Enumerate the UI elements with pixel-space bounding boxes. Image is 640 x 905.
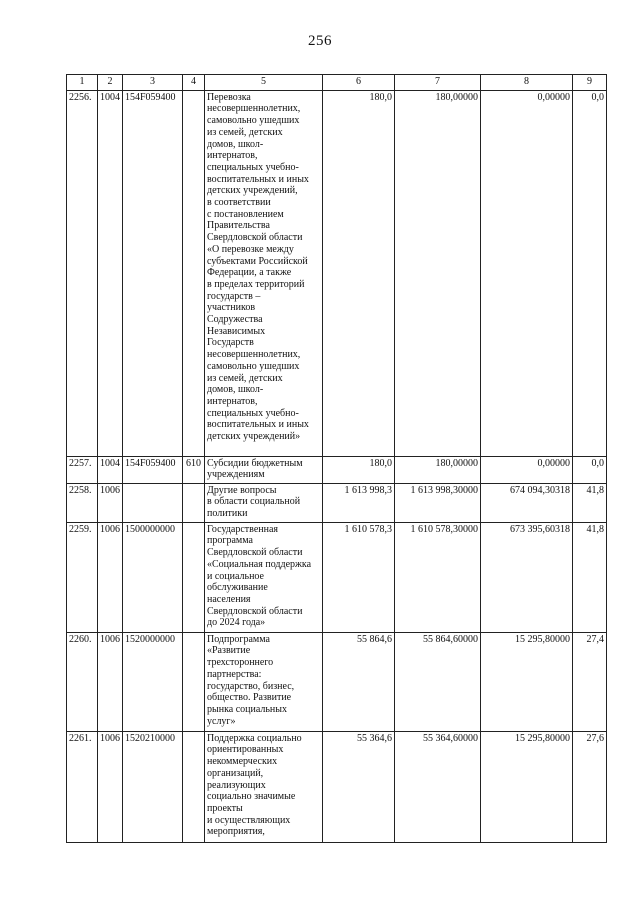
executed-amount: 15 295,80000 [481,632,573,731]
approved-amount: 180,00000 [395,90,481,456]
planned-amount: 1 610 578,3 [323,522,395,632]
approved-amount: 1 613 998,30000 [395,483,481,522]
execution-percent: 27,6 [573,731,607,842]
approved-amount: 55 864,60000 [395,632,481,731]
expense-type-code: 610 [183,456,205,483]
planned-amount: 180,0 [323,456,395,483]
planned-amount: 55 364,6 [323,731,395,842]
section-code: 1006 [98,632,123,731]
column-header: 4 [183,75,205,91]
table-row [67,731,607,842]
approved-amount: 1 610 578,30000 [395,522,481,632]
row-number: 2260. [67,632,98,731]
executed-amount: 674 094,30318 [481,483,573,522]
column-number-header-row [67,75,607,91]
budget-table [66,74,607,843]
column-header: 7 [395,75,481,91]
column-header: 8 [481,75,573,91]
target-article-code: 1500000000 [123,522,183,632]
planned-amount: 1 613 998,3 [323,483,395,522]
target-article-code: 154F059400 [123,456,183,483]
row-number: 2256. [67,90,98,456]
item-description: Другие вопросы в области социальной политики [205,483,323,522]
section-code: 1006 [98,522,123,632]
row-number: 2259. [67,522,98,632]
table-row [67,483,607,522]
execution-percent: 41,8 [573,522,607,632]
item-description: Субсидии бюджетным учреждениям [205,456,323,483]
executed-amount: 0,00000 [481,456,573,483]
column-header: 3 [123,75,183,91]
table-row [67,90,607,456]
target-article-code [123,483,183,522]
column-header: 1 [67,75,98,91]
approved-amount: 180,00000 [395,456,481,483]
table-row [67,456,607,483]
planned-amount: 55 864,6 [323,632,395,731]
section-code: 1004 [98,90,123,456]
approved-amount: 55 364,60000 [395,731,481,842]
section-code: 1006 [98,483,123,522]
expense-type-code [183,483,205,522]
target-article-code: 1520210000 [123,731,183,842]
column-header: 6 [323,75,395,91]
executed-amount: 0,00000 [481,90,573,456]
page-number: 256 [308,33,332,49]
execution-percent: 27,4 [573,632,607,731]
execution-percent: 41,8 [573,483,607,522]
execution-percent: 0,0 [573,90,607,456]
column-header: 9 [573,75,607,91]
expense-type-code [183,731,205,842]
expense-type-code [183,90,205,456]
item-description: Подпрограмма «Развитие трехстороннего партнерства: государство, бизнес, общество. Развитие рынка социальных услуг» [205,632,323,731]
item-description: Государственная программа Свердловской области «Социальная поддержка и социальное обслуживание населения Свердловской области до 2024 года» [205,522,323,632]
item-description: Перевозка несовершеннолетних, самовольно ушедших из семей, детских домов, школ- интернатов, специальных учебно- воспитательных и иных детских учреждений, в соответствии с постановлением Правительства Свердловской области «О перевозке между субъектами Российской Федерации, а также в пределах территорий государств – участников Содружества Независимых Государств несовершеннолетних, самовольно ушедших из семей, детских домов, школ- интернатов, специальных учебно- воспитательных и иных детских учреждений» [205,90,323,456]
expense-type-code [183,522,205,632]
item-description: Поддержка социально ориентированных некоммерческих организаций, реализующих социально значимые проекты и осуществляющих мероприятия, [205,731,323,842]
executed-amount: 15 295,80000 [481,731,573,842]
table-row [67,632,607,731]
table-row [67,522,607,632]
row-number: 2257. [67,456,98,483]
expense-type-code [183,632,205,731]
target-article-code: 154F059400 [123,90,183,456]
target-article-code: 1520000000 [123,632,183,731]
row-number: 2258. [67,483,98,522]
executed-amount: 673 395,60318 [481,522,573,632]
execution-percent: 0,0 [573,456,607,483]
section-code: 1004 [98,456,123,483]
section-code: 1006 [98,731,123,842]
column-header: 2 [98,75,123,91]
column-header: 5 [205,75,323,91]
row-number: 2261. [67,731,98,842]
planned-amount: 180,0 [323,90,395,456]
